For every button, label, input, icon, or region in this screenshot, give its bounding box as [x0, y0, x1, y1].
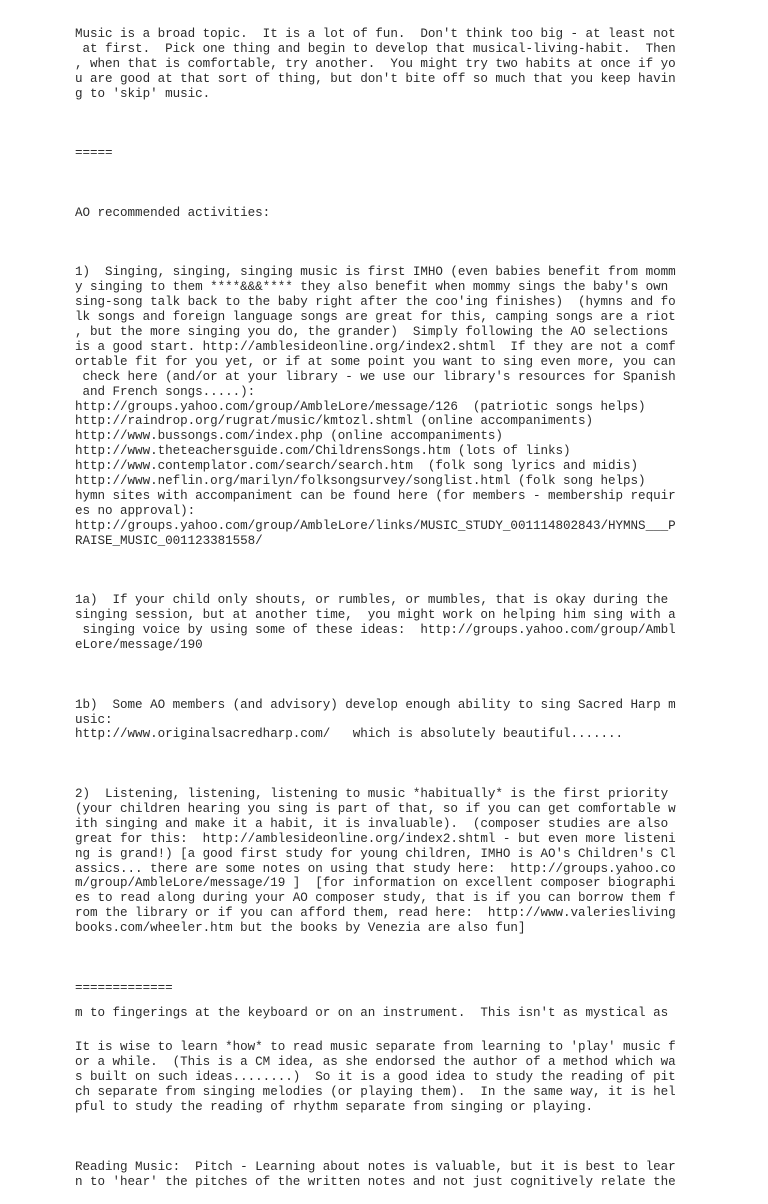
- singing-voice-paragraph: 1a) If your child only shouts, or rumbles, or mumbles, that is okay during the singing session, but at another time, you might work on helping him sing with a singing voice by using some of these ideas: http://groups.yahoo.com/group/Ambl eLore/message/190: [75, 593, 676, 652]
- separator-2: =============: [75, 980, 173, 995]
- reading-music-paragraph: It is wise to learn *how* to read music separate from learning to 'play' music f or a while. (This is a CM idea, as she endorsed the author of a method which wa s built on such ideas........) So it is a good idea to study the reading of pit ch separate from singing melodies (or playing them). In the same way, it is hel pful to study the reading of rhythm separate from singing or playing.: [75, 1040, 676, 1115]
- intro-paragraph: Music is a broad topic. It is a lot of fun. Don't think too big - at least not at first. Pick one thing and begin to develop that musical-living-habit. Then , when that is comfortable, try another. You might try two habits at once if yo u are good at that sort of thing, but don't bite off so much that you keep havin g to 'skip' music.: [75, 26, 676, 101]
- section-heading: AO recommended activities:: [75, 205, 271, 220]
- pitch-paragraph: Reading Music: Pitch - Learning about notes is valuable, but it is best to lear n to 'hear' the pitches of the written notes and not just cognitively relate the: [75, 1159, 676, 1189]
- sacred-harp-paragraph: 1b) Some AO members (and advisory) develop enough ability to sing Sacred Harp m usic: http://www.originalsacredharp.com/ which is absolutely beautiful.......: [75, 697, 676, 742]
- document-body: [75, 12, 676, 1204]
- separator: =====: [75, 146, 113, 161]
- page-continuation-line: m to fingerings at the keyboard or on an instrument. This isn't as mystical as: [75, 1006, 669, 1020]
- singing-paragraph: 1) Singing, singing, singing music is first IMHO (even babies benefit from momm y singing to them ****&&&**** they also benefit when mommy sings the baby's own sing-song talk back to the baby right after the coo'ing finishes) (hymns and fo lk songs and foreign language songs are great for this, camping songs are a riot , but the more singing you do, the grander) Simply following the AO selections is a good start. http://amblesideonline.org/index2.shtml If they are not a comf ortable fit for you yet, or if at some point you want to sing even more, you can check here (and/or at your library - we use our library's resources for Spanish and French songs.....): http://groups.yahoo.com/group/AmbleLore/message/126 (patriotic songs helps) http://raindrop.org/rugrat/music/kmtozl.shtml (online accompaniments) http://www.bussongs.com/index.php (online accompaniments) http://www.theteachersguide.com/ChildrensSongs.htm (lots of links) http://www.contemplator.com/search/search.htm (folk song lyrics and midis) http://www.neflin.org/marilyn/folksongsurvey/songlist.html (folk song helps) hymn sites with accompaniment can be found here (for members - membership requir es no approval): http://groups.yahoo.com/group/AmbleLore/links/MUSIC_STUDY_001114802843/HYMNS___P RAISE_MUSIC_001123381558/: [75, 265, 676, 548]
- listening-paragraph: 2) Listening, listening, listening to music *habitually* is the first priority (your children hearing you sing is part of that, so if you can get comfortable w ith singing and make it a habit, it is invaluable). (composer studies are also great for this: http://amblesideonline.org/index2.shtml - but even more listeni ng is grand!) [a good first study for young children, IMHO is AO's Children's Cl assics... there are some notes on using that study here: http://groups.yahoo.co m/group/AmbleLore/message/19 ] [for information on excellent composer biographi es to read along during your AO composer study, that is if you can borrow them f rom the library or if you can afford them, read here: http://www.valeriesliving books.com/wheeler.htm but the books by Venezia are also fun]: [75, 787, 676, 936]
